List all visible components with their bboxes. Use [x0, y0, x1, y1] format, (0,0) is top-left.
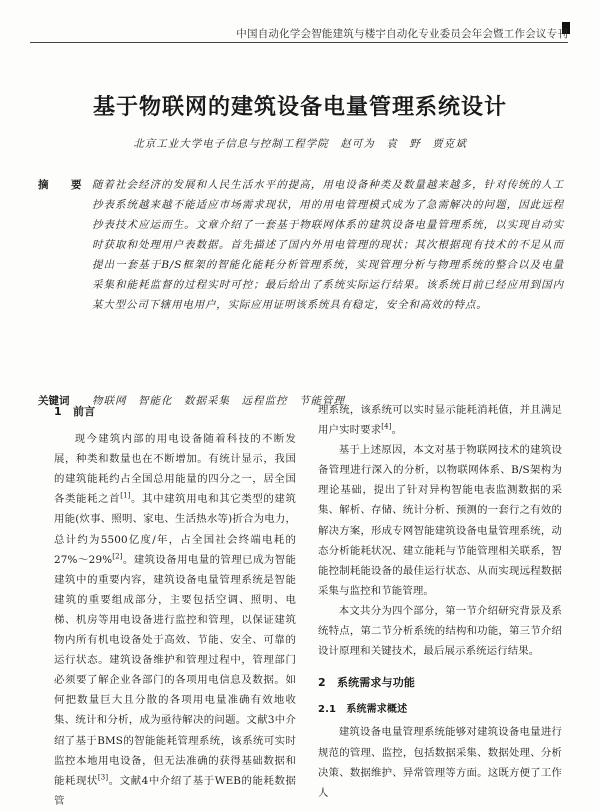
- running-header: 中国自动化学会智能建筑与楼宇自动化专业委员会年会暨工作会议专刊: [236, 28, 568, 40]
- continued-paragraph: [318, 400, 562, 440]
- continued-text-end: 。: [391, 424, 403, 437]
- structure-paragraph: 本文共分为四个部分，第一节介绍研究背景及系统特点，第二节分析系统的结构和功能，第三节介绍设计原理和关键技术，最后展示系统运行结果。: [318, 604, 562, 658]
- paper-title: 基于物联网的建筑设备电量管理系统设计: [92, 95, 507, 120]
- author-affiliation: 北京工业大学电子信息与控制工程学院 赵可为 袁 野 贾克斌: [133, 138, 467, 150]
- requirements-paragraph: 建筑设备电量管理系统能够对建筑设备电量进行规范的管理、监控，包括数据采集、数据处理、分析决策、数据维护、异常管理等方面。这既方便了工作人: [318, 726, 562, 799]
- keywords-label: 关键词: [38, 395, 70, 407]
- intro-text-part1: 现今建筑内部的用电设备随着科技的不断发展，种类和数量也在不断增加。有统计显示，我国的建筑能耗约占全国总用能量的四分之一，居全国各类能耗之首: [54, 433, 296, 506]
- section-2-heading: 2 系统需求与功能: [318, 676, 416, 690]
- motivation-paragraph: 基于上述原因，本文对基于物联网技术的建筑设备管理进行深入的分析，以物联网体系、B/S架构为理论基础，提出了针对异构智能电表监测数据的采集、解析、存储、统计分析、预测的一套行之有效的解决方案，形成专网智能建筑设备电量管理系统，动态分析能耗状况、建立能耗与节能管理相关联系，智能控制耗能设备的最佳运行状态、从而实现远程数据采集与监控和节能管理。: [318, 444, 562, 597]
- intro-text-part3: 。建筑设备用电量的管理已成为智能建筑中的重要内容，建筑设备电量管理系统是智能建筑的重要组成部分，主要包括空调、照明、电梯、机房等用电设备进行监控和管理，以保证建筑物内所有机电设备处于高效、节能、安全、可靠的运行状态。建筑设备维护和管理过程中，管理部门必须要了解企业各部门的各项用电信息及数据。如何把数量巨大且分散的各项用电量准确有效地收集、统计和分析，成为亟待解决的问题。文献3中介绍了基于BMS的智能能耗管理系统，该系统可实时监控本地用电设备，但无法准确的获得基础数据和能耗现状: [54, 553, 296, 787]
- subsection-2-1-heading: 2.1 系统需求概述: [318, 704, 408, 716]
- intro-text-part4: 。文献4中介绍了基于WEB的能耗数据管: [54, 774, 296, 807]
- left-column: [54, 402, 296, 811]
- abstract-text: 随着社会经济的发展和人民生活水平的提高，用电设备种类及数量越来越多，针对传统的人工抄表系统越来越不能适应市场需求现状，用的用电管理模式成为了急需解决的问题，因此远程抄表技术应运而生。文章介绍了一套基于物联网体系的建筑设备电量管理系统，以实现自动实时获取和处理用户表数据。首先描述了国内外用电管理的现状；其次根据现有技术的不足从而提出一套基于B/S框架的智能化能耗分析管理系统，实现管理分析与物理系统的整合以及电量采集和能耗监督的过程实时可控；最后给出了系统实际运行结果。该系统目前已经应用到国内某大型公司下辖用电用户，实际应用证明该系统具有稳定，安全和高效的特点。: [92, 179, 564, 311]
- intro-text-part2: 。其中建筑用电和其它类型的建筑用能(炊事、照明、家电、生活热水等)折合为电力，总计约为5500亿度/年，占全国社会终端电耗的27%～29%: [54, 493, 297, 566]
- abstract-label: 摘 要: [38, 179, 88, 191]
- section-1-heading: 1 前言: [54, 405, 96, 418]
- citation-1: [1]: [120, 491, 131, 500]
- keywords-text: 物联网 智能化 数据采集 远程监控 节能管理: [92, 395, 345, 407]
- citation-3: [3]: [97, 773, 109, 782]
- citation-2: [2]: [112, 552, 123, 561]
- intro-paragraph: [54, 429, 296, 811]
- right-column: [318, 400, 562, 803]
- header-rule: [30, 42, 568, 43]
- continued-text: 理系统，该系统可以实时显示能耗消耗值，并且满足用户实时要求: [318, 404, 562, 437]
- citation-4: [4]: [381, 422, 392, 431]
- abstract-block: [38, 175, 564, 315]
